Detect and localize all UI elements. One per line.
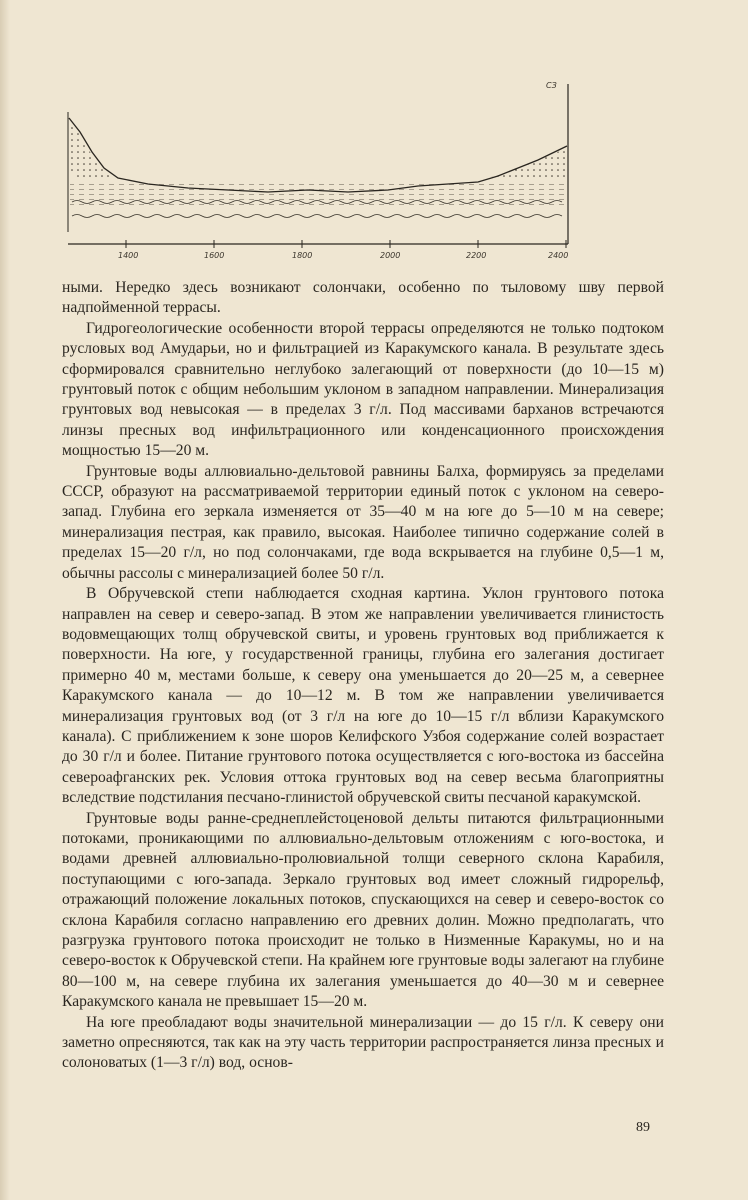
paragraph-6: На юге преобладают воды значительной минерализации — до 15 г/л. К северу они заметно опресняются, так как на эту часть территории распространяется линза пресных и солоноватых (1—3 г/л) вод, основ-: [62, 1013, 664, 1072]
tick-label-2200: 2200: [466, 251, 487, 260]
tick-label-2000: 2000: [380, 251, 401, 260]
water-line-lower: [72, 215, 562, 218]
sand-left: [69, 120, 114, 178]
paragraph-5: Грунтовые воды ранне-среднеплейстоценовой дельты питаются фильтрационными потоками, проникающими по аллювиально-дельтовым отложениям с юго-востока, и водами древней аллювиально-пролювиальной толщи северного склона Карабиля, поступающими с юго-запада. Зеркало грунтовых вод имеет сложный гидрорельф, отражающий положение локальных потоков, спускающихся на север и северо-восток со склона Карабиля согласно направлению его древних долин. Можно предполагать, что разгрузка грунтового потока происходит не только в Низменные Каракумы, но и на северо-восток к Обручевской степи. На крайнем юге грунтовые воды залегают на глубине 80—100 м, на севере глубина их залегания уменьшается до 40—30 м и севернее Каракумского канала не превышает 15—20 м.: [62, 809, 664, 1011]
sediment-layer: [70, 180, 566, 208]
paragraph-1: ными. Нередко здесь возникают солончаки, особенно по тыловому шву первой надпойменной террасы.: [62, 279, 664, 317]
page-edge: [0, 0, 10, 1200]
direction-label: СЗ: [546, 81, 557, 90]
tick-label-1600: 1600: [204, 251, 225, 260]
paragraph-3: Грунтовые воды аллювиально-дельтовой равнины Балха, формируясь за пределами СССР, образуют на рассматриваемой территории единый поток с уклоном на северо-запад. Глубина его зеркала изменяется от 35—40 м на юге до 5—10 м на севере; минерализация пестрая, как правило, высокая. Наиболее типично содержание солей в пределах 15—20 г/л, но под солончаками, где вода вскрывается на глубине 0,5—1 м, обычны рассолы с минерализацией более 50 г/л.: [62, 462, 664, 582]
cross-section-figure: [58, 72, 578, 272]
cross-section-diagram: [58, 72, 578, 272]
tick-label-1400: 1400: [118, 251, 139, 260]
tick-label-1800: 1800: [292, 251, 313, 260]
paragraph-4: В Обручевской степи наблюдается сходная картина. Уклон грунтового потока направлен на север и северо-запад. В этом же направлении увеличивается глинистость водовмещающих толщ обручевской свиты, и уровень грунтовых вод приближается к поверхности. На юге, у государственной границы, глубина его залегания достигает примерно 40 м, местами больше, к северу она уменьшается до 20—25 м, а севернее Каракумского канала — до 10—12 м. В том же направлении увеличивается минерализация грунтовых вод (от 3 г/л на юге до 10—15 г/л вблизи Каракумского канала). С приближением к зоне шоров Келифского Узбоя содержание солей возрастает до 30 г/л и более. Питание грунтового потока осуществляется с юго-востока из бассейна североафганских рек. Условия оттока грунтовых вод на север весьма благоприятны вследствие подстилания песчано-глинистой обручевской свиты песчаной каракумской.: [62, 585, 664, 807]
tick-label-2400: 2400: [548, 251, 569, 260]
paragraph-2: Гидрогеологические особенности второй террасы определяются не только подтоком русловых вод Амударьи, но и фильтрацией из Каракумского канала. В результате здесь сформировался сравнительно неглубоко залегающий от поверхности (до 10—15 м) грунтовый поток с общим небольшим уклоном в западном направлении. Минерализация грунтовых вод невысокая — в пределах 3 г/л. Под массивами барханов встречаются линзы пресных вод инфильтрационного или конденсационного происхождения мощностью 15—20 м.: [62, 319, 664, 460]
page-number: 89: [636, 1120, 650, 1135]
body-text: [62, 278, 664, 1074]
